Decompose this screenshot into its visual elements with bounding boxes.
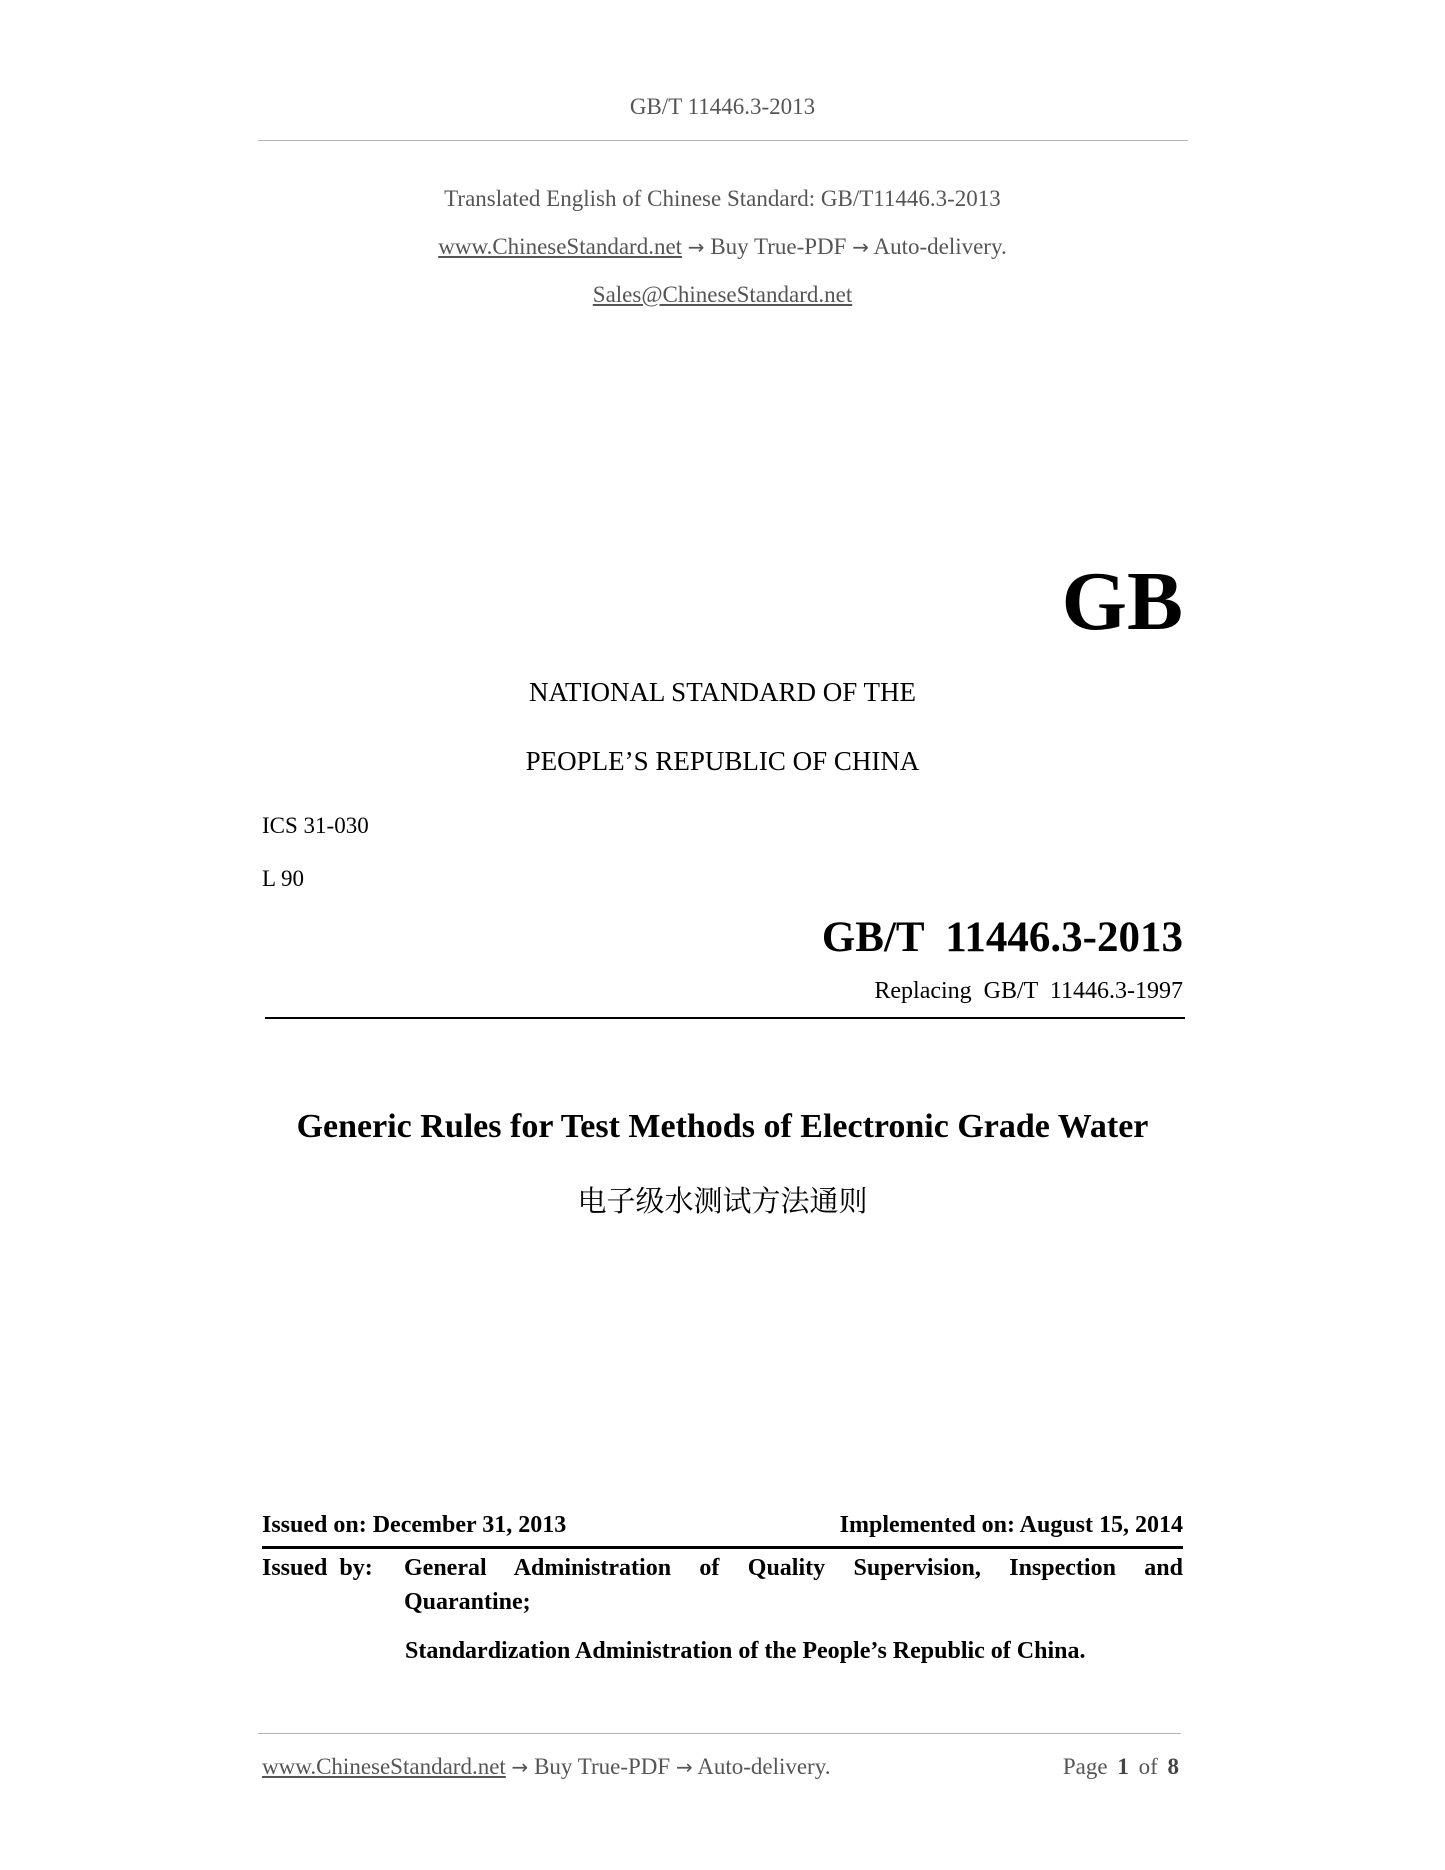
arrow-right-icon: → <box>675 1755 693 1779</box>
issued-on: Issued on: December 31, 2013 <box>262 1512 567 1538</box>
footer-delivery-text: Auto-delivery. <box>697 1754 831 1779</box>
national-standard-line-1: NATIONAL STANDARD OF THE <box>528 677 917 707</box>
ccs-code: L 90 <box>262 866 304 891</box>
of-label: of <box>1138 1754 1158 1779</box>
issuer-1-line-2: Quarantine; <box>404 1589 531 1615</box>
buy-text: Buy True-PDF <box>710 234 847 259</box>
issued-by-label: Issued by: <box>262 1555 373 1581</box>
email-link[interactable]: Sales@ChineseStandard.net <box>592 282 853 307</box>
implemented-on: Implemented on: August 15, 2014 <box>839 1512 1183 1538</box>
issuance-divider <box>262 1546 1183 1549</box>
page-current: 1 <box>1117 1754 1129 1779</box>
issuer-1-line-1: General Administration of Quality Supervision, Inspection and <box>404 1555 1183 1581</box>
footer-divider <box>258 1733 1181 1734</box>
website-link[interactable]: www.ChineseStandard.net <box>438 234 683 259</box>
arrow-right-icon: → <box>852 235 869 259</box>
arrow-right-icon: → <box>687 235 705 259</box>
national-standard-line-2: PEOPLE’S REPUBLIC OF CHINA <box>525 746 920 776</box>
footer-links <box>262 1754 830 1780</box>
header-divider <box>258 140 1188 141</box>
gb-mark: GB <box>1061 555 1183 648</box>
title-english: Generic Rules for Test Methods of Electronic Grade Water <box>296 1108 1149 1145</box>
issuer-2: Standardization Administration of the People’s Republic of China. <box>405 1638 1086 1664</box>
standard-number: GB/T 11446.3-2013 <box>821 914 1183 961</box>
promo-line: Translated English of Chinese Standard: GB/T11446.3-2013 <box>444 186 1001 211</box>
page-label: Page <box>1062 1754 1108 1779</box>
email-line <box>0 282 1445 308</box>
title-chinese: 电子级水测试方法通则 <box>577 1184 868 1218</box>
ics-code: ICS 31-030 <box>262 813 369 838</box>
footer-website-link[interactable]: www.ChineseStandard.net <box>262 1754 506 1779</box>
page-indicator <box>1063 1754 1179 1780</box>
footer-buy-text: Buy True-PDF <box>534 1754 671 1779</box>
delivery-text: Auto-delivery. <box>873 234 1007 259</box>
replacing-note: Replacing GB/T 11446.3-1997 <box>874 978 1183 1004</box>
page-total: 8 <box>1167 1754 1179 1779</box>
running-header: GB/T 11446.3-2013 <box>629 94 816 119</box>
arrow-right-icon: → <box>511 1755 529 1779</box>
promo-links <box>0 234 1445 260</box>
number-divider <box>265 1017 1185 1019</box>
